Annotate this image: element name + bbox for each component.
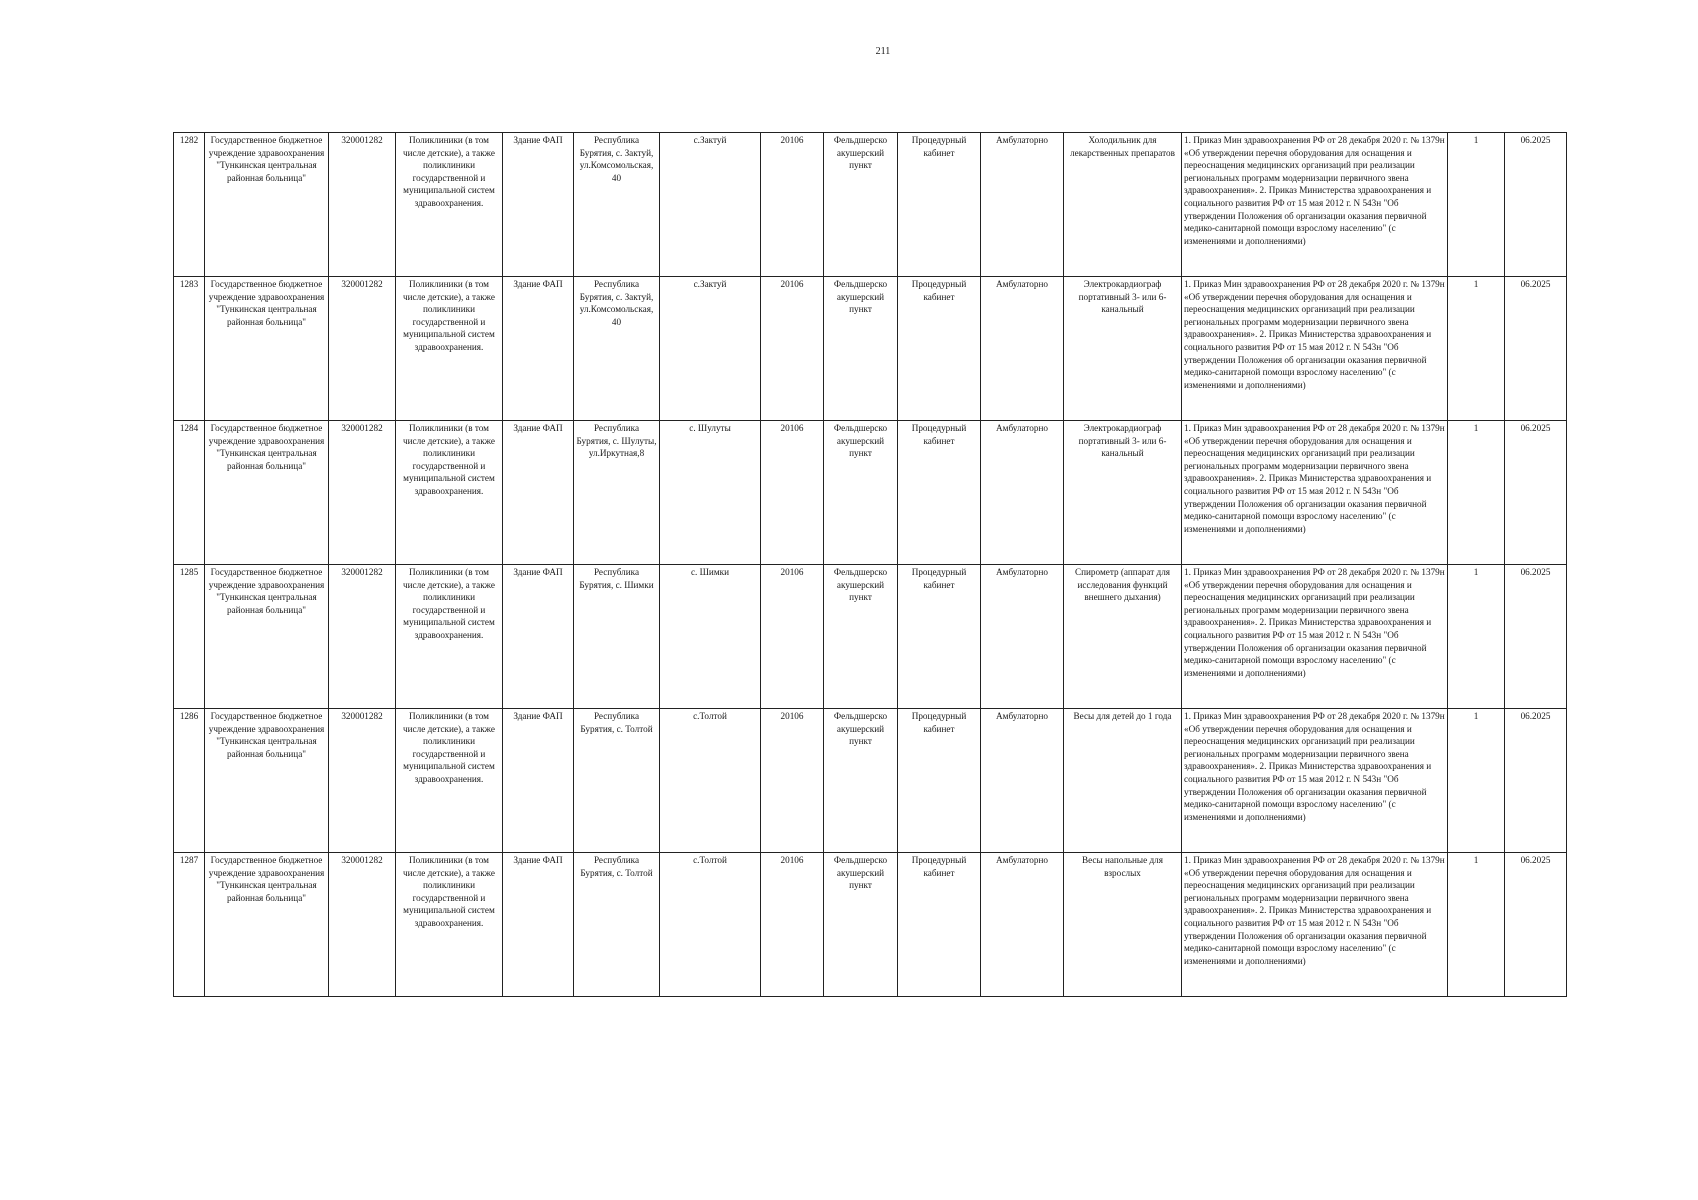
cell-equipment: Весы напольные для взрослых — [1064, 853, 1182, 997]
cell-organization: Государственное бюджетное учреждение здравоохранения "Тункинская центральная районная больница" — [205, 709, 329, 853]
cell-number: 1287 — [174, 853, 205, 997]
cell-locality: с. Шимки — [660, 565, 761, 709]
cell-quantity: 1 — [1448, 277, 1505, 421]
cell-okato: 20106 — [761, 709, 824, 853]
cell-code: 320001282 — [329, 133, 396, 277]
cell-organization: Государственное бюджетное учреждение здравоохранения "Тункинская центральная районная больница" — [205, 133, 329, 277]
cell-basis: 1. Приказ Мин здравоохранения РФ от 28 декабря 2020 г. № 1379н «Об утверждении перечня оборудования для оснащения и переоснащения медицинских организаций при реализации региональных программ модернизации первичного звена здравоохранения». 2. Приказ Министерства здравоохранения и социального развития РФ от 15 мая 2012 г. N 543н "Об утверждении Положения об организации оказания первичной медико-санитарной помощи взрослому населению" (с изменениями и дополнениями) — [1182, 709, 1448, 853]
table-row — [174, 709, 1567, 853]
cell-equipment: Холодильник для лекарственных препаратов — [1064, 133, 1182, 277]
cell-building: Здание ФАП — [503, 421, 574, 565]
cell-mode: Амбулаторно — [981, 421, 1064, 565]
cell-quantity: 1 — [1448, 853, 1505, 997]
cell-building: Здание ФАП — [503, 709, 574, 853]
cell-basis: 1. Приказ Мин здравоохранения РФ от 28 декабря 2020 г. № 1379н «Об утверждении перечня оборудования для оснащения и переоснащения медицинских организаций при реализации региональных программ модернизации первичного звена здравоохранения». 2. Приказ Министерства здравоохранения и социального развития РФ от 15 мая 2012 г. N 543н "Об утверждении Положения об организации оказания первичной медико-санитарной помощи взрослому населению" (с изменениями и дополнениями) — [1182, 133, 1448, 277]
cell-okato: 20106 — [761, 133, 824, 277]
cell-okato: 20106 — [761, 421, 824, 565]
cell-room: Процедурный кабинет — [898, 133, 981, 277]
cell-locality: с.Толтой — [660, 709, 761, 853]
cell-mode: Амбулаторно — [981, 853, 1064, 997]
cell-address: Республика Бурятия, с. Шулуты, ул.Иркутная,8 — [574, 421, 660, 565]
page-number: 211 — [875, 46, 891, 57]
cell-number: 1286 — [174, 709, 205, 853]
equipment-table — [173, 132, 1567, 997]
cell-code: 320001282 — [329, 709, 396, 853]
cell-date: 06.2025 — [1505, 709, 1567, 853]
cell-mode: Амбулаторно — [981, 277, 1064, 421]
table-row — [174, 853, 1567, 997]
cell-room: Процедурный кабинет — [898, 565, 981, 709]
cell-date: 06.2025 — [1505, 277, 1567, 421]
cell-address: Республика Бурятия, с. Толтой — [574, 853, 660, 997]
cell-number: 1285 — [174, 565, 205, 709]
cell-okato: 20106 — [761, 853, 824, 997]
cell-organization: Государственное бюджетное учреждение здравоохранения "Тункинская центральная районная больница" — [205, 565, 329, 709]
table-row — [174, 133, 1567, 277]
cell-date: 06.2025 — [1505, 421, 1567, 565]
cell-mode: Амбулаторно — [981, 709, 1064, 853]
cell-code: 320001282 — [329, 853, 396, 997]
cell-mode: Амбулаторно — [981, 565, 1064, 709]
cell-room: Процедурный кабинет — [898, 277, 981, 421]
cell-okato: 20106 — [761, 565, 824, 709]
cell-quantity: 1 — [1448, 565, 1505, 709]
cell-equipment: Спирометр (аппарат для исследования функций внешнего дыхания) — [1064, 565, 1182, 709]
cell-facility: Фельдшерско акушерский пункт — [824, 709, 898, 853]
cell-building: Здание ФАП — [503, 565, 574, 709]
cell-organization: Государственное бюджетное учреждение здравоохранения "Тункинская центральная районная больница" — [205, 421, 329, 565]
cell-quantity: 1 — [1448, 709, 1505, 853]
cell-locality: с. Шулуты — [660, 421, 761, 565]
cell-building: Здание ФАП — [503, 853, 574, 997]
cell-equipment: Электрокардиограф портативный 3- или 6-канальный — [1064, 421, 1182, 565]
table-row — [174, 421, 1567, 565]
cell-code: 320001282 — [329, 421, 396, 565]
cell-facility: Фельдшерско акушерский пункт — [824, 853, 898, 997]
cell-number: 1282 — [174, 133, 205, 277]
cell-quantity: 1 — [1448, 133, 1505, 277]
cell-building: Здание ФАП — [503, 133, 574, 277]
cell-locality: с.Толтой — [660, 853, 761, 997]
cell-locality: с.Зактуй — [660, 133, 761, 277]
cell-basis: 1. Приказ Мин здравоохранения РФ от 28 декабря 2020 г. № 1379н «Об утверждении перечня оборудования для оснащения и переоснащения медицинских организаций при реализации региональных программ модернизации первичного звена здравоохранения». 2. Приказ Министерства здравоохранения и социального развития РФ от 15 мая 2012 г. N 543н "Об утверждении Положения об организации оказания первичной медико-санитарной помощи взрослому населению" (с изменениями и дополнениями) — [1182, 565, 1448, 709]
cell-basis: 1. Приказ Мин здравоохранения РФ от 28 декабря 2020 г. № 1379н «Об утверждении перечня оборудования для оснащения и переоснащения медицинских организаций при реализации региональных программ модернизации первичного звена здравоохранения». 2. Приказ Министерства здравоохранения и социального развития РФ от 15 мая 2012 г. N 543н "Об утверждении Положения об организации оказания первичной медико-санитарной помощи взрослому населению" (с изменениями и дополнениями) — [1182, 853, 1448, 997]
cell-institution-type: Поликлиники (в том числе детские), а также поликлиники государственной и муниципальной систем здравоохранения. — [396, 853, 503, 997]
cell-facility: Фельдшерско акушерский пункт — [824, 277, 898, 421]
cell-equipment: Электрокардиограф портативный 3- или 6-канальный — [1064, 277, 1182, 421]
cell-institution-type: Поликлиники (в том числе детские), а также поликлиники государственной и муниципальной систем здравоохранения. — [396, 421, 503, 565]
cell-date: 06.2025 — [1505, 853, 1567, 997]
cell-code: 320001282 — [329, 277, 396, 421]
cell-organization: Государственное бюджетное учреждение здравоохранения "Тункинская центральная районная больница" — [205, 853, 329, 997]
cell-locality: с.Зактуй — [660, 277, 761, 421]
cell-mode: Амбулаторно — [981, 133, 1064, 277]
cell-address: Республика Бурятия, с. Шимки — [574, 565, 660, 709]
cell-facility: Фельдшерско акушерский пункт — [824, 421, 898, 565]
cell-equipment: Весы для детей до 1 года — [1064, 709, 1182, 853]
cell-room: Процедурный кабинет — [898, 853, 981, 997]
cell-address: Республика Бурятия, с. Толтой — [574, 709, 660, 853]
cell-room: Процедурный кабинет — [898, 421, 981, 565]
cell-date: 06.2025 — [1505, 565, 1567, 709]
cell-institution-type: Поликлиники (в том числе детские), а также поликлиники государственной и муниципальной систем здравоохранения. — [396, 565, 503, 709]
table-row — [174, 565, 1567, 709]
cell-number: 1284 — [174, 421, 205, 565]
cell-building: Здание ФАП — [503, 277, 574, 421]
cell-room: Процедурный кабинет — [898, 709, 981, 853]
cell-number: 1283 — [174, 277, 205, 421]
cell-date: 06.2025 — [1505, 133, 1567, 277]
cell-code: 320001282 — [329, 565, 396, 709]
table-row — [174, 277, 1567, 421]
cell-facility: Фельдшерско акушерский пункт — [824, 133, 898, 277]
cell-okato: 20106 — [761, 277, 824, 421]
cell-organization: Государственное бюджетное учреждение здравоохранения "Тункинская центральная районная больница" — [205, 277, 329, 421]
cell-address: Республика Бурятия, с. Зактуй, ул.Комсомольская, 40 — [574, 133, 660, 277]
cell-address: Республика Бурятия, с. Зактуй, ул.Комсомольская, 40 — [574, 277, 660, 421]
cell-facility: Фельдшерско акушерский пункт — [824, 565, 898, 709]
cell-institution-type: Поликлиники (в том числе детские), а также поликлиники государственной и муниципальной систем здравоохранения. — [396, 133, 503, 277]
cell-institution-type: Поликлиники (в том числе детские), а также поликлиники государственной и муниципальной систем здравоохранения. — [396, 709, 503, 853]
cell-basis: 1. Приказ Мин здравоохранения РФ от 28 декабря 2020 г. № 1379н «Об утверждении перечня оборудования для оснащения и переоснащения медицинских организаций при реализации региональных программ модернизации первичного звена здравоохранения». 2. Приказ Министерства здравоохранения и социального развития РФ от 15 мая 2012 г. N 543н "Об утверждении Положения об организации оказания первичной медико-санитарной помощи взрослому населению" (с изменениями и дополнениями) — [1182, 421, 1448, 565]
cell-basis: 1. Приказ Мин здравоохранения РФ от 28 декабря 2020 г. № 1379н «Об утверждении перечня оборудования для оснащения и переоснащения медицинских организаций при реализации региональных программ модернизации первичного звена здравоохранения». 2. Приказ Министерства здравоохранения и социального развития РФ от 15 мая 2012 г. N 543н "Об утверждении Положения об организации оказания первичной медико-санитарной помощи взрослому населению" (с изменениями и дополнениями) — [1182, 277, 1448, 421]
cell-quantity: 1 — [1448, 421, 1505, 565]
cell-institution-type: Поликлиники (в том числе детские), а также поликлиники государственной и муниципальной систем здравоохранения. — [396, 277, 503, 421]
